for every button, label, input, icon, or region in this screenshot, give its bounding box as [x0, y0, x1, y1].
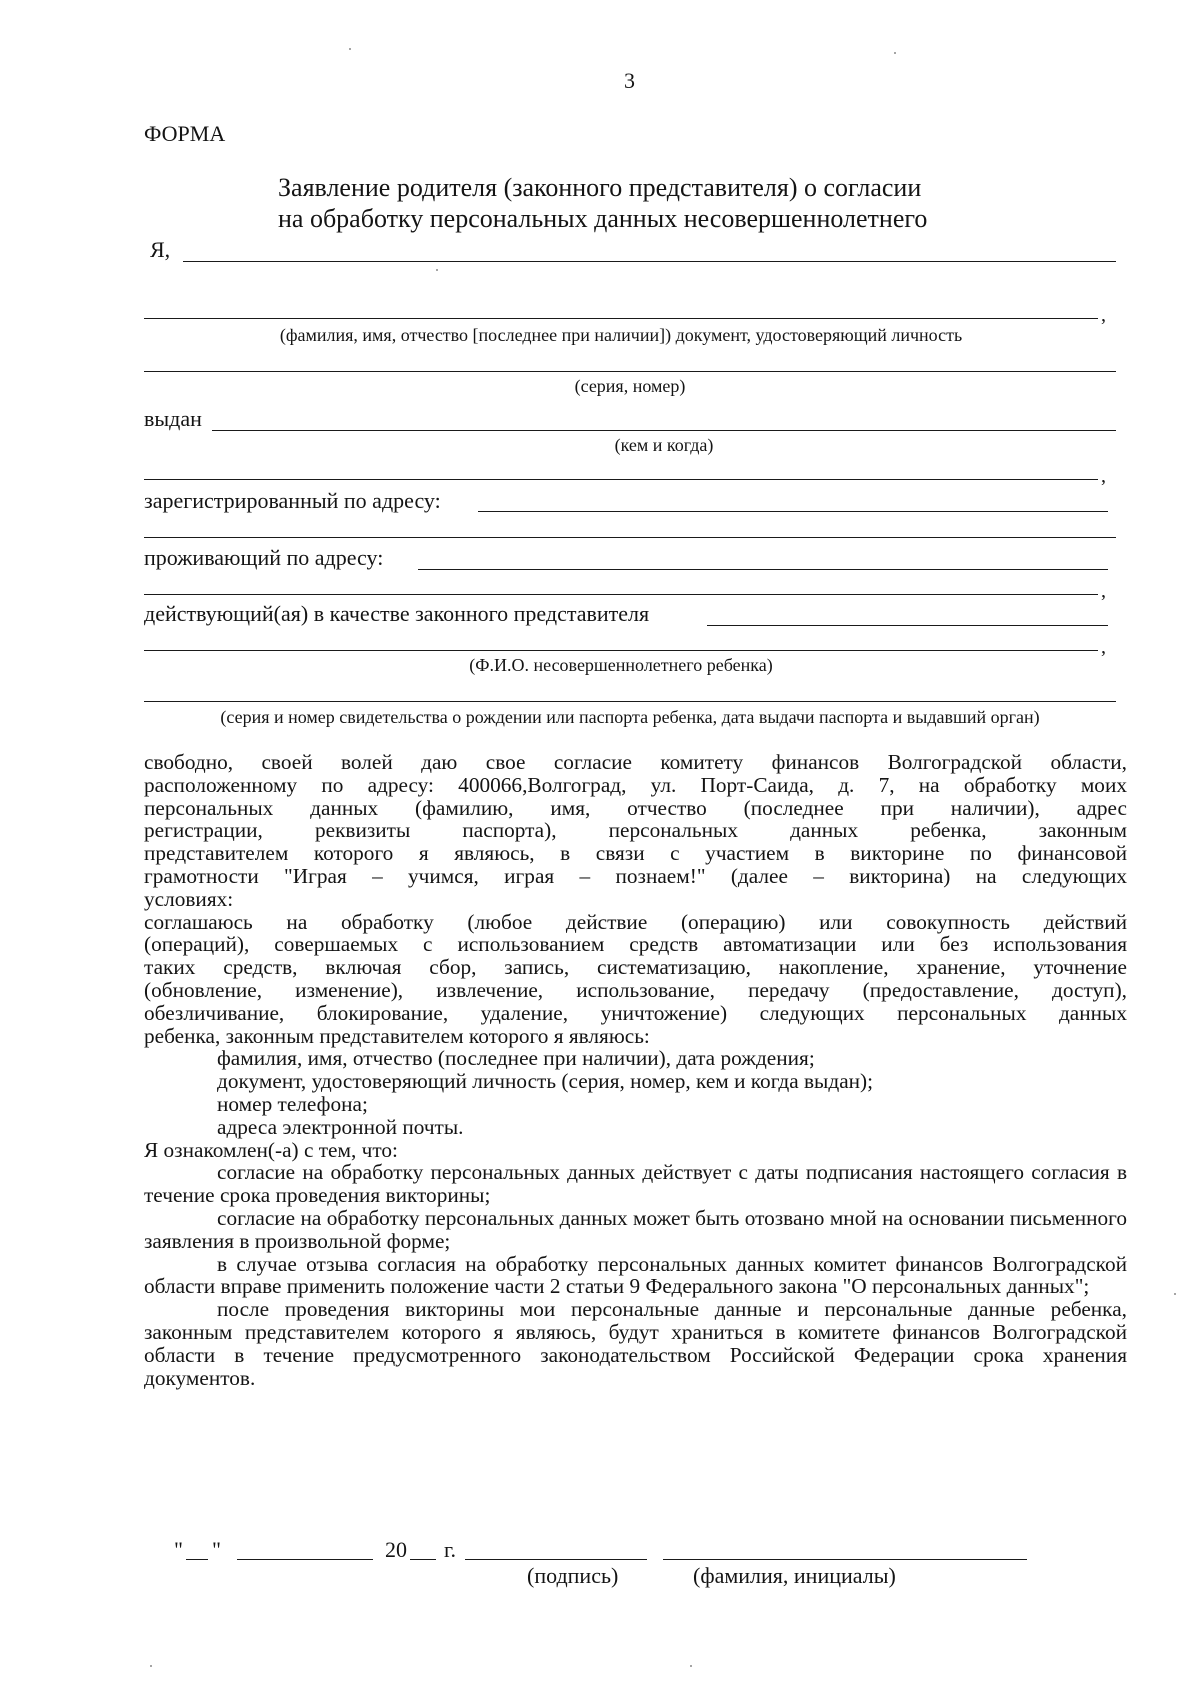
- processing-line: (операций), совершаемых с использованием средств автоматизации или без использования: [144, 932, 1127, 957]
- processing-line: таких средств, включая сбор, запись, систематизацию, накопление, хранение, уточнение: [144, 955, 1127, 980]
- issued-label: выдан: [144, 406, 202, 431]
- comma: ,: [1101, 304, 1106, 326]
- applicant-name-field[interactable]: [183, 261, 1116, 262]
- scan-speck: [436, 269, 438, 271]
- full-name-field[interactable]: [663, 1559, 1027, 1560]
- consent-line: персональных данных (фамилию, имя, отчество (последнее при наличии), адрес: [144, 795, 1127, 820]
- processing-line: ребенка, законным представителем которого я являюсь:: [144, 1023, 650, 1048]
- processing-line: обезличивание, блокирование, удаление, уничтожение) следующих персональных данных: [144, 1000, 1127, 1025]
- child-name-field[interactable]: [144, 650, 1098, 651]
- term-paragraph: согласие на обработку персональных данных может быть отозвано мной на основании письменного заявления в произвольной форме;: [144, 1205, 1127, 1253]
- document-series-field[interactable]: [144, 371, 1116, 372]
- consent-line: условиях:: [144, 886, 234, 911]
- date-month-field[interactable]: [237, 1559, 373, 1560]
- consent-line: представителем которого я являюсь, в связи с участием в викторине по финансовой: [144, 841, 1127, 866]
- scan-speck: [150, 1665, 152, 1667]
- applicant-name-line-2[interactable]: [144, 318, 1098, 319]
- comma: ,: [1101, 636, 1106, 658]
- issued-by-field[interactable]: [212, 430, 1116, 431]
- fio-caption: (фамилия, имя, отчество [последнее при наличии]) документ, удостоверяющий личность: [279, 325, 963, 345]
- registered-address-line-2[interactable]: [144, 537, 1116, 538]
- acting-label: действующий(ая) в качестве законного представителя: [144, 601, 650, 626]
- date-quote-close: ": [212, 1537, 221, 1562]
- form-label: ФОРМА: [144, 121, 226, 146]
- name-caption: (фамилия, инициалы): [693, 1563, 896, 1588]
- living-address-line-2[interactable]: [144, 594, 1098, 595]
- title-line-1: Заявление родителя (законного представителя) о согласии: [278, 173, 922, 202]
- consent-body: [144, 751, 1127, 1389]
- processing-line: соглашаюсь на обработку (любое действие (операцию) или совокупность действий: [144, 909, 1127, 934]
- title-line-2: на обработку персональных данных несовершеннолетнего: [278, 204, 928, 233]
- comma: ,: [1101, 580, 1106, 602]
- ya-label: Я,: [150, 237, 171, 262]
- consent-paragraph: [144, 751, 1127, 911]
- living-label: проживающий по адресу:: [144, 545, 384, 570]
- date-quote-open: ": [174, 1537, 183, 1562]
- scan-speck: [349, 48, 351, 50]
- date-day-field[interactable]: [186, 1559, 208, 1560]
- term-paragraph: согласие на обработку персональных данных действует с даты подписания настоящего согласия в течение срока проведения викторины;: [144, 1160, 1127, 1208]
- scan-speck: [894, 52, 896, 54]
- issued-caption: (кем и когда): [614, 435, 714, 455]
- living-address-field[interactable]: [418, 569, 1108, 570]
- comma: ,: [1101, 465, 1106, 487]
- series-caption: (серия, номер): [574, 376, 686, 396]
- consent-line: расположенному по адресу: 400066,Волгоград, ул. Порт-Саида, д. 7, на обработку моих: [144, 772, 1127, 797]
- consent-line: грамотности "Играя – учимся, играя – познаем!" (далее – викторина) на следующих: [144, 863, 1127, 888]
- data-item: фамилия, имя, отчество (последнее при наличии), дата рождения;: [217, 1046, 815, 1071]
- processing-paragraph: [144, 911, 1127, 1048]
- year-prefix: 20: [385, 1537, 407, 1562]
- registered-address-field[interactable]: [478, 511, 1108, 512]
- child-document-field[interactable]: [144, 701, 1116, 702]
- scan-speck: [690, 1665, 692, 1667]
- registered-label: зарегистрированный по адресу:: [144, 488, 441, 513]
- acknowledged-heading: Я ознакомлен(-а) с тем, что:: [144, 1137, 398, 1162]
- consent-line: свободно, своей волей даю свое согласие комитету финансов Волгоградской области,: [144, 750, 1127, 774]
- data-item: номер телефона;: [217, 1091, 368, 1116]
- page-number: 3: [624, 68, 635, 93]
- issued-by-line-2[interactable]: [144, 479, 1098, 480]
- child-document-caption: (серия и номер свидетельства о рождении или паспорта ребенка, дата выдачи паспорта и выдавший орган): [220, 707, 1040, 727]
- scan-speck: [1174, 1293, 1176, 1295]
- term-paragraph: после проведения викторины мои персональные данные и персональные данные ребенка, законным представителем которого я являюсь, будут храниться в комитете финансов Волгоградской области в течение предусмотренного законодательством Российской Федерации срока хранения документов.: [144, 1297, 1127, 1390]
- date-year-field[interactable]: [410, 1559, 436, 1560]
- processing-line: (обновление, изменение), извлечение, использование, передачу (предоставление, доступ),: [144, 977, 1127, 1002]
- data-item: адреса электронной почты.: [217, 1114, 464, 1139]
- term-paragraph: в случае отзыва согласия на обработку персональных данных комитет финансов Волгоградской области вправе применить положение части 2 статьи 9 Федерального закона "О персональных данных";: [144, 1251, 1127, 1299]
- child-name-caption: (Ф.И.О. несовершеннолетнего ребенка): [469, 655, 773, 675]
- representative-field[interactable]: [707, 625, 1108, 626]
- consent-line: регистрации, реквизиты паспорта), персональных данных ребенка, законным: [144, 818, 1127, 843]
- signature-field[interactable]: [465, 1559, 647, 1560]
- year-suffix: г.: [444, 1537, 457, 1562]
- signature-caption: (подпись): [527, 1563, 619, 1588]
- data-item: документ, удостоверяющий личность (серия, номер, кем и когда выдан);: [217, 1069, 874, 1094]
